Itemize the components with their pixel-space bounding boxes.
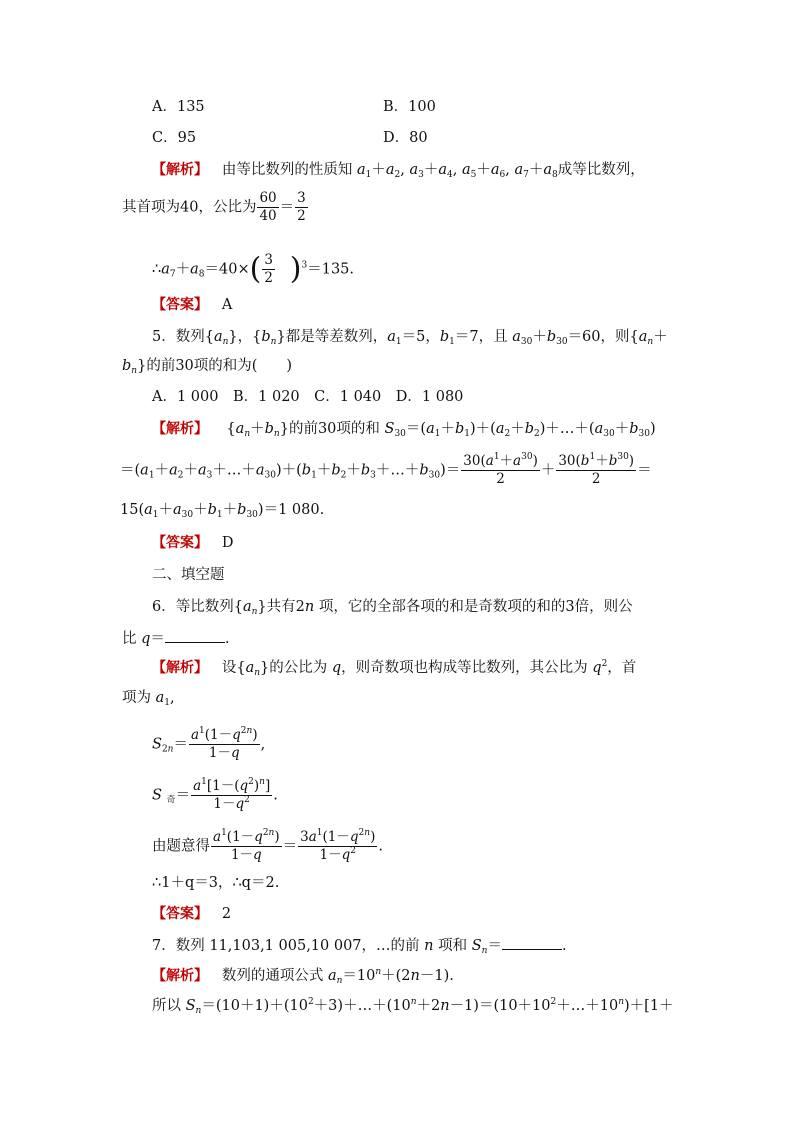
q4-analysis-line1: 【解析】 由等比数列的性质知 $a_1+a_2$, $a_3+a_4$, $a_5+a_6$, $a_7+a_8$成等比数列， xyxy=(152,162,645,180)
answer-blank xyxy=(165,628,225,643)
option-c: C．95 xyxy=(152,130,197,146)
q6-final: ∴1＋q＝3，∴q＝2. xyxy=(152,875,280,891)
q5-analysis-line3: $15(a_1+a_{30}+b_1+b_{30})=1$ 080. xyxy=(120,502,325,520)
q5-stem-line1: 5．数列$\{a_n\}$，$\{b_n\}$都是等差数列，$a_1=5$，$b_1=7$，且 $a_{30}+b_{30}=60$，则{$a_n+$ xyxy=(152,329,668,347)
q6-analysis-line2: 项为 $a_1$, xyxy=(122,690,175,708)
q5-analysis-line1: 【解析】 $\{a_n+b_n\}$的前30项的和 $S_{30}=(a_1+b_1)+(a_2+b_2)+\dots+(a_{30}+b_{30})$ xyxy=(152,421,656,439)
q6-condition: 由题意得 $\frac{a^1(1-q^{2n})}{1-q}$ ＝ $\frac{3a^1(1-q^{2n})}{1-q^2}$ . xyxy=(152,828,383,863)
q6-sodd-formula: S $_奇$＝ $\frac{a^1[1-(q^2)^n]}{1-q^2}$ . xyxy=(152,777,278,812)
section-title: 二、填空题 xyxy=(152,567,225,583)
q5-options: A．1 000 B．1 020 C．1 040 D．1 080 xyxy=(152,389,464,405)
option-a: A．135 xyxy=(152,99,205,115)
q7-stem: 7．数列 11,103,1 005,10 007，…的前 n 项和 $S_n=$ . xyxy=(152,935,567,956)
q5-analysis-line2: $=(a_1+a_2+a_3+\dots+a_{30})+(b_1+b_2+b_3+\dots+b_{30})=$ $\frac{30(a^1+a^{30})}{2}$ ＋ $\frac{30(b^1+b^{30})}{2}$ ＝ xyxy=(120,452,652,487)
q7-analysis-line1: 【解析】 数列的通项公式 $a_n=10^n+(2n-1)$. xyxy=(152,967,454,986)
option-b: B．100 xyxy=(383,99,436,115)
q5-answer: 【答案】 D xyxy=(152,535,234,551)
q6-stem-line1: 6．等比数列$\{a_n\}$共有2n 项，它的全部各项的和是奇数项的和的3倍，则公 xyxy=(152,599,633,617)
q4-answer: 【答案】 A xyxy=(152,297,233,313)
q6-analysis-line1: 【解析】 设$\{a_n\}$的公比为 q，则奇数项也构成等比数列，其公比为 $q^2$，首 xyxy=(152,659,637,678)
q6-stem-line2: 比 q＝ . xyxy=(122,628,230,649)
analysis-tag: 【解析】 xyxy=(152,162,208,178)
q6-answer: 【答案】 2 xyxy=(152,906,232,922)
answer-blank-q7 xyxy=(502,935,562,950)
q4-analysis-line3: $\therefore a_7+a_8=40\times$( $\frac{3}{2}$ )$^3$＝135. xyxy=(152,251,355,287)
option-d: D．80 xyxy=(383,130,428,146)
q4-analysis-line2: 其首项为40，公比为 $\frac{60}{40}$ ＝ $\frac{3}{2}$ xyxy=(122,190,306,224)
q5-stem-line2: $b_n$}的前30项的和为( ) xyxy=(122,358,293,376)
q6-s2n-formula: $S_{2n}=$ $\frac{a^1(1-q^{2n})}{1-q}$ , xyxy=(152,726,266,761)
q7-analysis-line2: 所以 $S_n=(10+1)+(10^2+3)+\dots+(10^n+2n-1)=(10+10^2+\dots+10^n)+[1+$ xyxy=(152,997,674,1016)
